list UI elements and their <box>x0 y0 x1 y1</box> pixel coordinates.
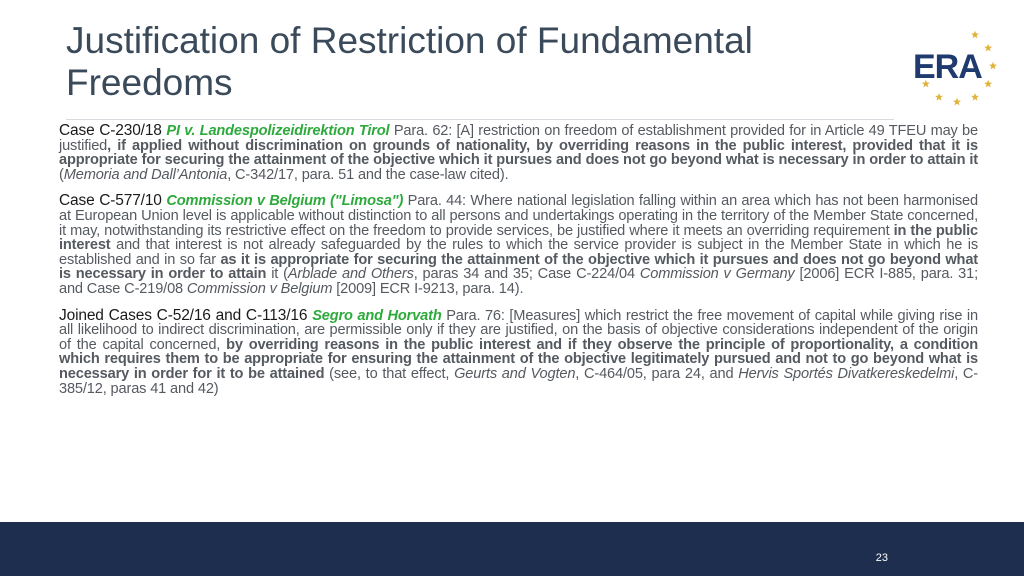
star-icon <box>935 93 943 101</box>
text-run: Para. 76: [Measures] which restrict the free movement of capital while giving rise in all likelihood to indirect discrimination, are permissible only if they are justified, on the basis of objective considerations independent of the origin of the capital concerned, <box>59 307 978 353</box>
title-divider <box>66 119 894 120</box>
logo-text: ERA <box>913 48 982 86</box>
slide-content <box>59 124 978 408</box>
text-run: by overriding reasons in the public interest and if they observe the principle of proportionality, a condition which requires them to be appropriate for ensuring the attainment of the objective legitimately pursued and not to go beyond what is necessary in order for it to be attained <box>59 336 978 382</box>
text-run: Para. 44: Where national legislation falling within an area which has not been harmonised at European Union level is applicable without distinction to all persons and undertakings operating in the territory of the Member State concerned, it may, notwithstanding its restrictive effect on the freedom to provide services, be justified where it meets an overriding requirement <box>59 193 978 239</box>
text-run: Commission v Belgium <box>186 280 333 297</box>
text-run: [2006] ECR I-885, para. 31; and Case C-219/08 <box>59 266 979 297</box>
text-run: it ( <box>266 266 288 283</box>
case-paragraph-1 <box>59 124 978 182</box>
text-run: Hervis Sportés Divatkereskedelmi <box>738 365 955 382</box>
case-name: Commission v Belgium ("Limosa") <box>166 193 404 210</box>
case-text <box>59 193 978 297</box>
case-paragraph-3 <box>59 306 978 397</box>
page-number: 23 <box>875 552 888 564</box>
text-run: (see, to that effect, <box>324 365 455 382</box>
text-run: ( <box>59 166 64 183</box>
text-run: , paras 34 and 35; Case C-224/04 <box>413 266 640 283</box>
case-paragraph-2 <box>59 194 978 296</box>
era-logo-icon <box>905 26 1005 108</box>
text-run: , C-342/17, para. 51 and the case-law cited). <box>227 166 509 183</box>
star-icon <box>984 80 992 88</box>
text-run: , C-385/12, paras 41 and 42) <box>59 365 978 397</box>
slide-title: Justification of Restriction of Fundamental Freedoms <box>66 20 753 103</box>
text-run: Memoria and Dall’Antonia <box>63 166 228 183</box>
text-run: [2009] ECR I-9213, para. 14). <box>332 280 524 297</box>
case-name: PI v. Landespolizeidirektion Tirol <box>166 123 390 139</box>
text-run: as it is appropriate for securing the attainment of the objective which it pursues and does not go beyond what is necessary in order to attain <box>59 251 978 283</box>
text-run: Para. 62: [A] restriction on freedom of establishment provided for in Article 49 TFEU may be justified <box>59 123 978 154</box>
footer-bar <box>0 522 1024 576</box>
star-icon <box>953 98 961 106</box>
star-icon <box>971 31 979 39</box>
case-reference: Joined Cases C-52/16 and C-113/16 <box>59 306 313 324</box>
era-logo <box>905 26 1005 108</box>
text-run: Commission v Germany <box>639 266 795 283</box>
text-run: , if applied without discrimination on grounds of nationality, by overriding reasons in the public interest, provided that it is appropriate for securing the attainment of the objective which it pursues and does not go beyond what is necessary in order to attain it <box>59 137 978 169</box>
case-reference: Case C-577/10 <box>59 192 167 210</box>
text-run: in the public interest <box>59 222 978 254</box>
star-icon <box>984 44 992 52</box>
case-reference: Case C-230/18 <box>59 122 167 139</box>
text-run: Geurts and Vogten <box>454 365 576 382</box>
text-run: and that interest is not already safeguarded by the rules to which the service provider is subject in the Member State in which he is established and in so far <box>59 237 978 268</box>
text-run: Arblade and Others <box>287 266 414 283</box>
star-icon <box>971 93 979 101</box>
text-run: , C-464/05, para 24, and <box>575 365 739 382</box>
case-name: Segro and Horvath <box>312 307 442 324</box>
star-icon <box>989 62 997 70</box>
